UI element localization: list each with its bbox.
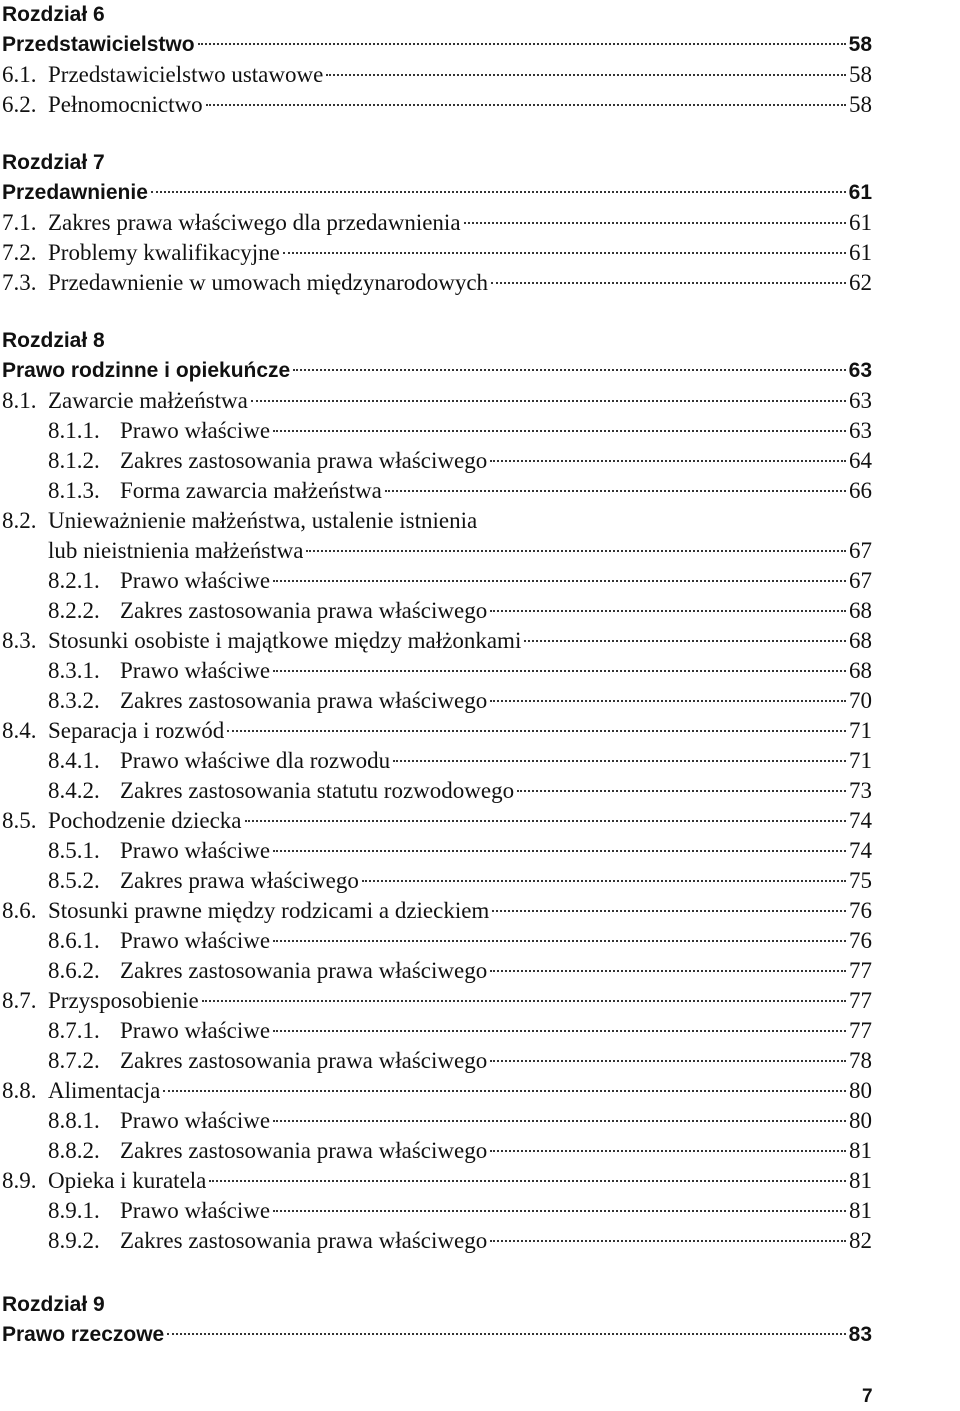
entry-page: 78 <box>849 1048 872 1073</box>
entry-title: Zawarcie małżeństwa <box>48 388 248 413</box>
page-number: 7 <box>862 1386 873 1407</box>
dot-leader <box>490 460 846 462</box>
entry-number: 7.3. <box>2 270 37 295</box>
entry-title: Zakres zastosowania prawa właściwego <box>120 598 488 623</box>
entry-title: Pochodzenie dziecka <box>48 808 242 833</box>
entry-title: Przedawnienie <box>2 181 148 204</box>
entry-title: Przedawnienie w umowach międzynarodowych <box>48 270 489 295</box>
entry-page: 61 <box>849 240 872 265</box>
entry-page: 77 <box>849 1018 872 1043</box>
entry-number: 7.1. <box>2 210 37 235</box>
chapter-title-entry[interactable] <box>2 356 872 386</box>
entry-number: 8.8.1. <box>48 1108 100 1133</box>
entry-number: 8.6.1. <box>48 928 100 953</box>
entry-page: 58 <box>849 92 872 117</box>
toc-entry[interactable] <box>2 716 872 746</box>
entry-page: 76 <box>849 928 872 953</box>
entry-page: 77 <box>849 958 872 983</box>
dot-leader <box>490 1150 846 1152</box>
entry-title: Forma zawarcia małżeństwa <box>120 478 382 503</box>
toc-entry[interactable] <box>2 896 872 926</box>
toc-entry[interactable] <box>2 986 872 1016</box>
dot-leader <box>393 760 846 762</box>
entry-number: 8.6. <box>2 898 37 923</box>
entry-number: 8.5.2. <box>48 868 100 893</box>
dot-leader <box>151 191 846 193</box>
entry-title: Prawo właściwe <box>120 1198 271 1223</box>
entry-page: 63 <box>849 418 872 443</box>
entry-title: Prawo właściwe <box>120 1018 271 1043</box>
entry-title: Zakres prawa właściwego <box>120 868 359 893</box>
entry-page: 81 <box>849 1138 872 1163</box>
entry-page: 58 <box>848 33 872 56</box>
entry-title-continuation: lub nieistnienia małżeństwa <box>48 538 304 563</box>
dot-leader <box>490 970 846 972</box>
entry-page: 74 <box>849 838 872 863</box>
toc-entry-continuation[interactable] <box>2 536 872 566</box>
entry-page: 81 <box>849 1168 872 1193</box>
entry-page: 74 <box>849 808 872 833</box>
dot-leader <box>492 910 846 912</box>
dot-leader <box>202 1000 846 1002</box>
dot-leader <box>385 490 846 492</box>
entry-page: 80 <box>849 1078 872 1103</box>
entry-title: Zakres zastosowania prawa właściwego <box>120 1048 488 1073</box>
entry-title: Stosunki prawne między rodzicami a dzieckiem <box>48 898 490 923</box>
toc-entry[interactable] <box>2 446 872 476</box>
dot-leader <box>273 850 846 852</box>
dot-leader <box>245 820 847 822</box>
entry-number: 8.9.2. <box>48 1228 100 1253</box>
entry-number: 8.2.2. <box>48 598 100 623</box>
toc-entry[interactable] <box>2 1166 872 1196</box>
dot-leader <box>490 1240 846 1242</box>
toc-entry[interactable] <box>2 476 872 506</box>
dot-leader <box>273 940 846 942</box>
toc-entry[interactable] <box>2 926 872 956</box>
toc-entry[interactable] <box>2 956 872 986</box>
dot-leader <box>524 640 846 642</box>
entry-title: Przedstawicielstwo ustawowe <box>48 62 324 87</box>
toc-entry[interactable] <box>2 866 872 896</box>
entry-page: 64 <box>849 448 872 473</box>
entry-number: 8.8.2. <box>48 1138 100 1163</box>
entry-title: Separacja i rozwód <box>48 718 225 743</box>
entry-number: 8.8. <box>2 1078 37 1103</box>
toc-entry[interactable] <box>2 1196 872 1226</box>
dot-leader <box>490 610 846 612</box>
dot-leader <box>198 43 846 45</box>
entry-number: 8.7.2. <box>48 1048 100 1073</box>
toc-entry[interactable] <box>2 1136 872 1166</box>
dot-leader <box>283 252 846 254</box>
toc-entry[interactable] <box>2 806 872 836</box>
dot-leader <box>490 700 846 702</box>
dot-leader <box>167 1333 845 1335</box>
dot-leader <box>464 222 846 224</box>
entry-title: Zakres zastosowania prawa właściwego <box>120 688 488 713</box>
dot-leader <box>326 74 846 76</box>
entry-number: 8.1.1. <box>48 418 100 443</box>
dot-leader <box>227 730 846 732</box>
dot-leader <box>517 790 846 792</box>
toc-entry[interactable] <box>2 776 872 806</box>
toc-entry[interactable] <box>2 596 872 626</box>
entry-title: Zakres prawa właściwego dla przedawnienia <box>48 210 461 235</box>
dot-leader <box>163 1090 846 1092</box>
entry-number: 8.9. <box>2 1168 37 1193</box>
entry-title: Problemy kwalifikacyjne <box>48 240 280 265</box>
entry-page: 82 <box>849 1228 872 1253</box>
entry-title: Prawo właściwe <box>120 928 271 953</box>
dot-leader <box>209 1180 846 1182</box>
entry-title: Prawo właściwe <box>120 838 271 863</box>
dot-leader <box>491 282 846 284</box>
chapter-heading: Rozdział 6 <box>2 3 105 26</box>
toc-entry[interactable] <box>2 626 872 656</box>
entry-number: 8.4.1. <box>48 748 100 773</box>
entry-number: 8.1.3. <box>48 478 100 503</box>
entry-number: 8.4.2. <box>48 778 100 803</box>
dot-leader <box>273 580 846 582</box>
toc-entry[interactable] <box>2 1226 872 1256</box>
entry-page: 62 <box>849 270 872 295</box>
entry-page: 76 <box>849 898 872 923</box>
entry-number: 8.3.2. <box>48 688 100 713</box>
toc-entry[interactable] <box>2 268 872 298</box>
entry-title: Prawo właściwe <box>120 568 271 593</box>
entry-page: 68 <box>849 628 872 653</box>
dot-leader <box>490 1060 846 1062</box>
toc-entry[interactable] <box>2 656 872 686</box>
entry-number: 8.7. <box>2 988 37 1013</box>
entry-page: 68 <box>849 658 872 683</box>
toc-entry[interactable] <box>2 686 872 716</box>
entry-page: 75 <box>849 868 872 893</box>
entry-page: 67 <box>849 568 872 593</box>
chapter-heading: Rozdział 9 <box>2 1293 105 1316</box>
entry-number: 6.1. <box>2 62 37 87</box>
entry-title: Prawo właściwe dla rozwodu <box>120 748 391 773</box>
entry-number: 8.5.1. <box>48 838 100 863</box>
toc-entry[interactable] <box>2 60 872 90</box>
dot-leader <box>293 369 845 371</box>
toc-entry[interactable] <box>2 1016 872 1046</box>
dot-leader <box>306 550 846 552</box>
toc-entry[interactable] <box>2 208 872 238</box>
entry-page: 61 <box>849 210 872 235</box>
entry-title: Przedstawicielstwo <box>2 33 195 56</box>
toc-entry[interactable] <box>2 1046 872 1076</box>
entry-page: 58 <box>849 62 872 87</box>
toc-entry[interactable] <box>2 238 872 268</box>
dot-leader <box>273 670 846 672</box>
chapter-heading: Rozdział 7 <box>2 151 105 174</box>
entry-number: 8.2.1. <box>48 568 100 593</box>
entry-title: Zakres zastosowania statutu rozwodowego <box>120 778 515 803</box>
entry-title: Alimentacja <box>48 1078 161 1103</box>
entry-page: 83 <box>848 1323 872 1346</box>
entry-number: 8.4. <box>2 718 37 743</box>
toc-entry[interactable] <box>2 90 872 120</box>
toc-entry[interactable] <box>2 1076 872 1106</box>
dot-leader <box>273 1120 846 1122</box>
entry-number: 8.1.2. <box>48 448 100 473</box>
entry-page: 63 <box>848 359 872 382</box>
entry-page: 71 <box>849 748 872 773</box>
toc-entry[interactable] <box>2 386 872 416</box>
dot-leader <box>251 400 846 402</box>
entry-number: 6.2. <box>2 92 37 117</box>
entry-number: 8.7.1. <box>48 1018 100 1043</box>
entry-number: 8.1. <box>2 388 37 413</box>
chapter-heading: Rozdział 8 <box>2 329 105 352</box>
entry-number: 8.9.1. <box>48 1198 100 1223</box>
entry-page: 61 <box>848 181 872 204</box>
entry-title: Przysposobienie <box>48 988 199 1013</box>
dot-leader <box>273 430 846 432</box>
entry-title: Prawo właściwe <box>120 418 271 443</box>
toc-entry[interactable] <box>2 746 872 776</box>
entry-page: 81 <box>849 1198 872 1223</box>
entry-number: 7.2. <box>2 240 37 265</box>
entry-title: Prawo właściwe <box>120 658 271 683</box>
dot-leader <box>273 1030 846 1032</box>
chapter-title-entry[interactable] <box>2 1320 872 1350</box>
dot-leader <box>362 880 846 882</box>
entry-page: 80 <box>849 1108 872 1133</box>
toc-entry[interactable] <box>2 566 872 596</box>
entry-number: 8.2. <box>2 508 37 533</box>
entry-page: 71 <box>849 718 872 743</box>
entry-page: 63 <box>849 388 872 413</box>
toc-entry[interactable] <box>2 1106 872 1136</box>
entry-title: Zakres zastosowania prawa właściwego <box>120 958 488 983</box>
entry-title: Zakres zastosowania prawa właściwego <box>120 1138 488 1163</box>
entry-number: 8.6.2. <box>48 958 100 983</box>
entry-page: 67 <box>849 538 872 563</box>
toc-entry[interactable] <box>2 836 872 866</box>
entry-page: 68 <box>849 598 872 623</box>
entry-title: Stosunki osobiste i majątkowe między małżonkami <box>48 628 522 653</box>
toc-entry-first-line[interactable] <box>2 506 872 536</box>
entry-title: Prawo właściwe <box>120 1108 271 1133</box>
entry-title: Unieważnienie małżeństwa, ustalenie istnienia <box>48 508 478 533</box>
entry-number: 8.3. <box>2 628 37 653</box>
entry-title: Prawo rodzinne i opiekuńcze <box>2 359 291 382</box>
entry-title: Zakres zastosowania prawa właściwego <box>120 1228 488 1253</box>
dot-leader <box>273 1210 846 1212</box>
entry-page: 77 <box>849 988 872 1013</box>
entry-title: Prawo rzeczowe <box>2 1323 165 1346</box>
entry-title: Opieka i kuratela <box>48 1168 207 1193</box>
chapter-title-entry[interactable] <box>2 30 872 60</box>
toc-entry[interactable] <box>2 416 872 446</box>
entry-page: 73 <box>849 778 872 803</box>
entry-page: 66 <box>849 478 872 503</box>
entry-number: 8.5. <box>2 808 37 833</box>
chapter-title-entry[interactable] <box>2 178 872 208</box>
entry-title: Pełnomocnictwo <box>48 92 203 117</box>
entry-number: 8.3.1. <box>48 658 100 683</box>
dot-leader <box>206 104 846 106</box>
entry-page: 70 <box>849 688 872 713</box>
entry-title: Zakres zastosowania prawa właściwego <box>120 448 488 473</box>
